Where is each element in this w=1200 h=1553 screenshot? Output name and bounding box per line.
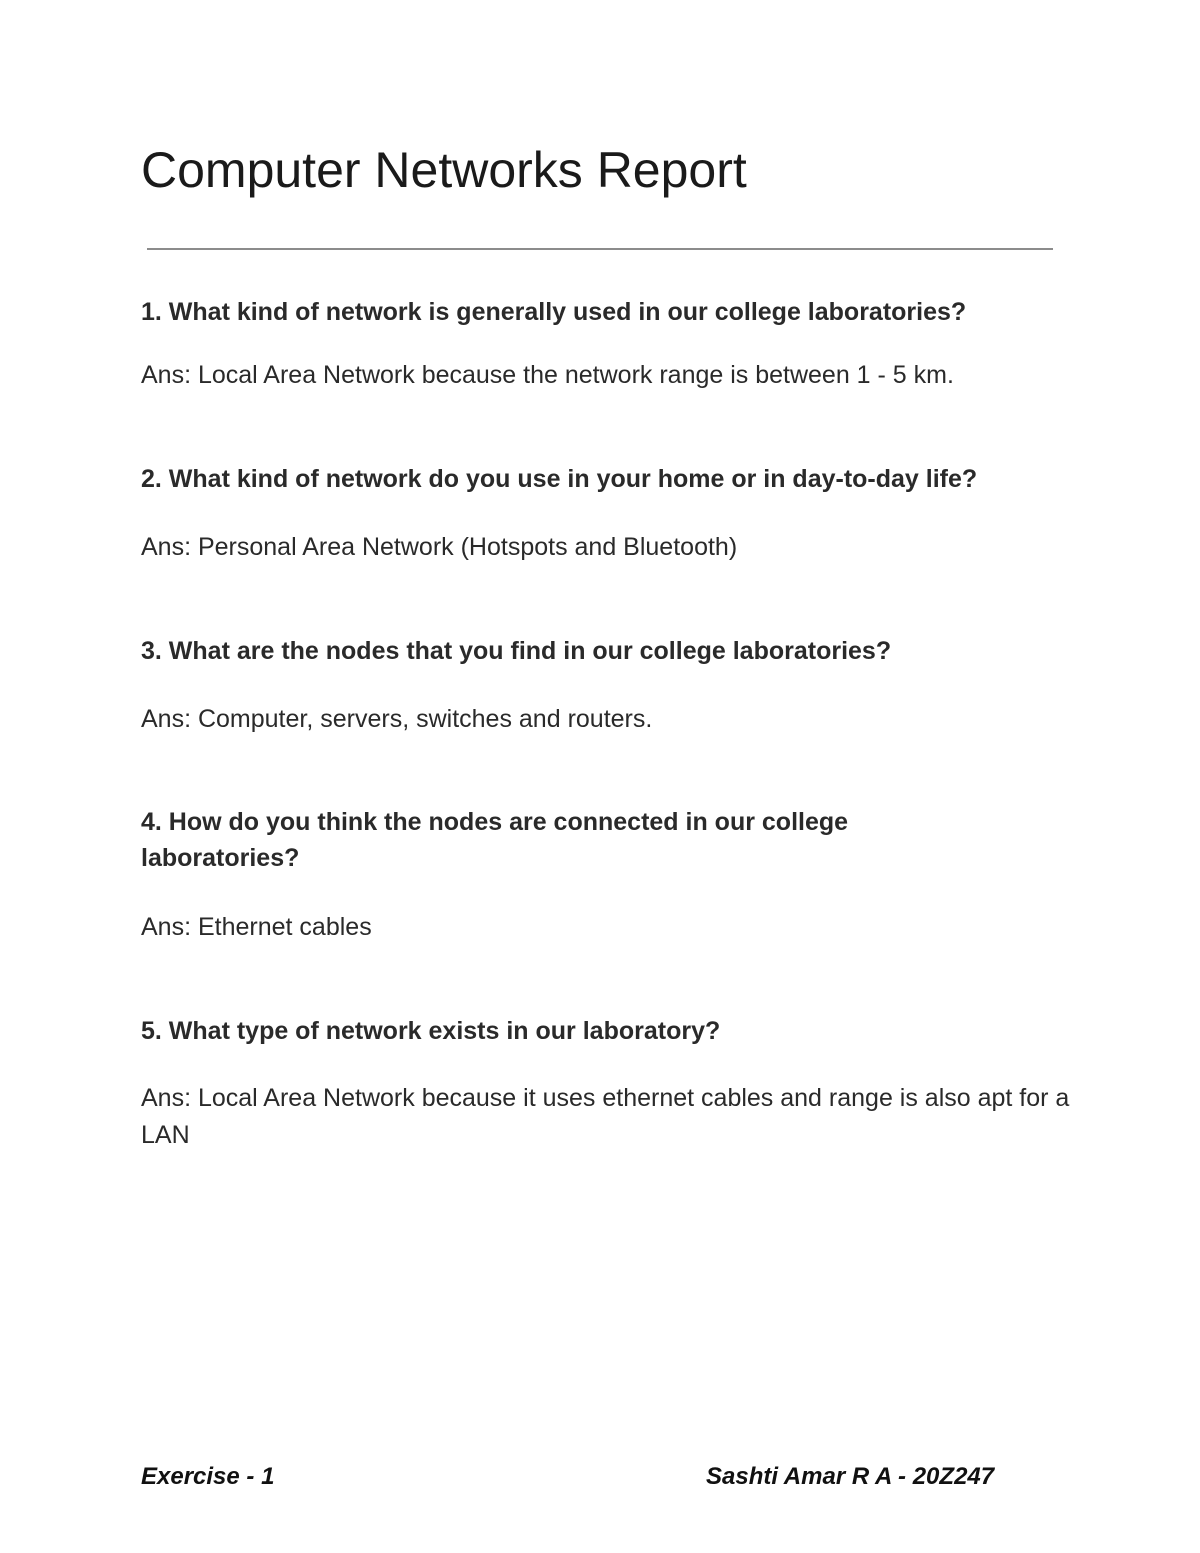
question-1: 1. What kind of network is generally used in our college laboratories? (141, 298, 967, 326)
answer-1: Ans: Local Area Network because the network range is between 1 - 5 km. (141, 361, 954, 389)
footer-author: Sashti Amar R A - 20Z247 (706, 1463, 995, 1490)
page-title: Computer Networks Report (141, 142, 747, 198)
question-2: 2. What kind of network do you use in your home or in day-to-day life? (141, 465, 978, 493)
footer-exercise: Exercise - 1 (141, 1463, 275, 1490)
answer-4: Ans: Ethernet cables (141, 913, 372, 941)
question-4: 4. How do you think the nodes are connected in our college laboratories? (141, 808, 849, 872)
title-divider (147, 248, 1053, 250)
answer-3: Ans: Computer, servers, switches and routers. (141, 705, 653, 733)
question-3: 3. What are the nodes that you find in our college laboratories? (141, 637, 892, 665)
question-5: 5. What type of network exists in our laboratory? (141, 1017, 721, 1045)
answer-5: Ans: Local Area Network because it uses ethernet cables and range is also apt for a LAN (141, 1084, 1070, 1149)
answer-2: Ans: Personal Area Network (Hotspots and Bluetooth) (141, 533, 738, 561)
